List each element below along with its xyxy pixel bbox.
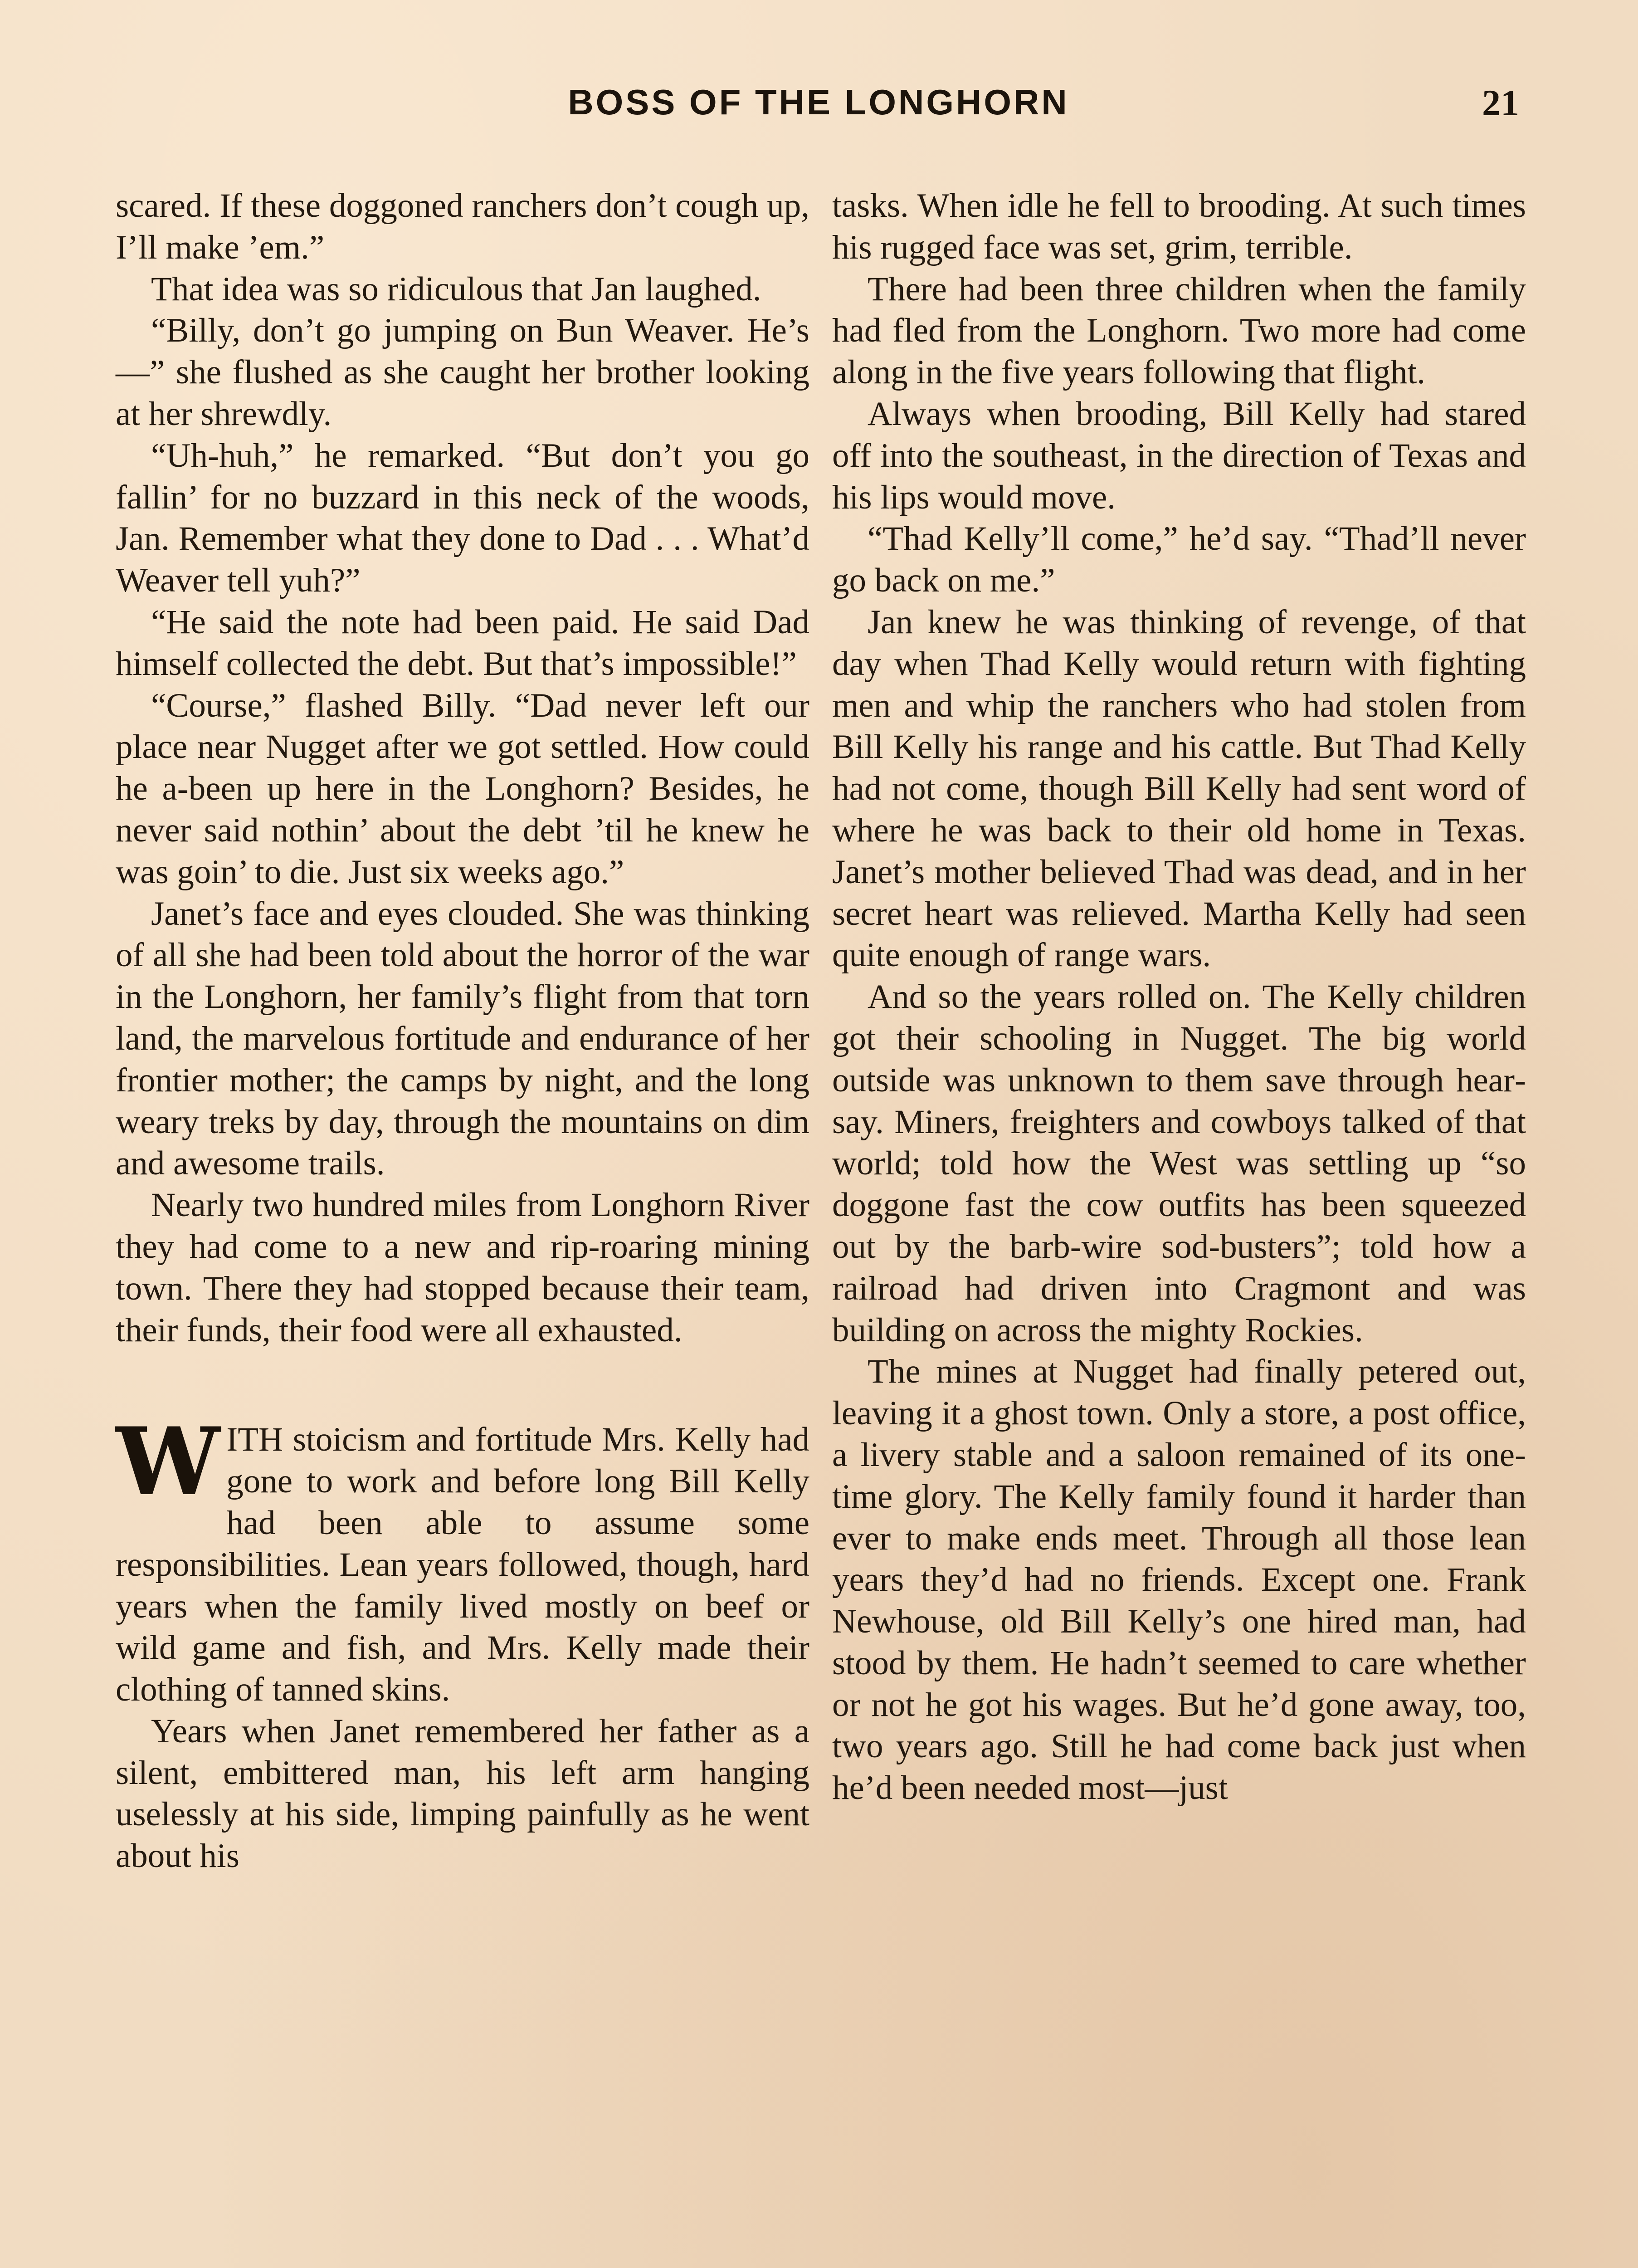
paragraph: “Thad Kelly’ll come,” he’d say. “Thad’ll never go back on me.” — [832, 520, 1526, 600]
page-number: 21 — [1482, 82, 1519, 123]
paragraph: There had been three children when the family had fled from the Longhorn. Two more had come along in the five years following that flight. — [832, 270, 1526, 391]
paragraph: Always when brooding, Bill Kelly had stared off into the southeast, in the direction of Texas and his lips would move. — [832, 395, 1526, 516]
right-column — [832, 185, 1526, 1809]
paragraph: scared. If these doggoned ranchers don’t cough up, I’ll make ’em.” — [116, 187, 809, 266]
running-title: BOSS OF THE LONGHORN — [568, 82, 1069, 122]
paragraph: Janet’s face and eyes clouded. She was thinking of all she had been told about the horror of the war in the Longhorn, her family’s flight from that torn land, the marvelous fortitude and endurance of her frontier mother; the camps by night, and the long weary treks by day, through the mountains on dim and awesome trails. — [116, 894, 809, 1183]
paragraph: The mines at Nugget had finally petered out, leaving it a ghost town. Only a store, a post office, a livery stable and a saloon remained of its one-time glory. The Kelly family found it harder than ever to make ends meet. Through all those lean years they’d had no friends. Except one. Frank Newhouse, old Bill Kelly’s one hired man, had stood by them. He hadn’t seemed to care whether or not he got his wages. But he’d gone away, too, two years ago. Still he had come back just when he’d been needed most—just — [832, 1353, 1526, 1807]
paragraph: “He said the note had been paid. He said Dad himself collected the debt. But that’s impossible!” — [116, 603, 809, 683]
section-paragraph-text: ITH stoicism and fortitude Mrs. Kelly had gone to work and before long Bill Kelly had been able to assume some responsibilities. Lean years followed, though, hard years when the family lived mostly on beef or wild game and fish, and Mrs. Kelly made their clothing of tanned skins. — [116, 1421, 809, 1709]
left-column — [116, 185, 809, 1877]
paragraph: tasks. When idle he fell to brooding. At such times his rugged face was set, grim, terrible. — [832, 187, 1526, 266]
running-head — [113, 82, 1524, 132]
paragraph: Nearly two hundred miles from Longhorn River they had come to a new and rip-roaring mining town. There they had stopped because their team, their funds, their food were all exhausted. — [116, 1186, 809, 1349]
drop-cap: W — [116, 1408, 220, 1517]
paragraph: Jan knew he was thinking of revenge, of that day when Thad Kelly would return with fighting men and whip the ranchers who had stolen from Bill Kelly his range and his cattle. But Thad Kelly had not come, though Bill Kelly had sent word of where he was back to their old home in Texas. Janet’s mother believed Thad was dead, and in her secret heart was relieved. Martha Kelly had seen quite enough of range wars. — [832, 603, 1526, 974]
paragraph: “Billy, don’t go jumping on Bun Weaver. He’s—” she flushed as she caught her brother looking at her shrewdly. — [116, 312, 809, 433]
paragraph: That idea was so ridiculous that Jan laughed. — [151, 270, 761, 308]
paragraph: And so the years rolled on. The Kelly children got their schooling in Nugget. The big world outside was unknown to them save through hearsay. Miners, freighters and cowboys talked of that world; told how the West was settling up “so doggone fast the cow outfits has been squeezed out by the barb-wire sod-busters”; told how a railroad had driven into Cragmont and was building on across the mighty Rockies. — [832, 978, 1526, 1349]
paragraph: “Course,” flashed Billy. “Dad never left our place near Nugget after we got settled. How could he a-been up here in the Longhorn? Besides, he never said nothin’ about the debt ’til he knew he was goin’ to die. Just six weeks ago.” — [116, 686, 809, 891]
paragraph: “Uh-huh,” he remarked. “But don’t you go fallin’ for no buzzard in this neck of the woods, Jan. Remember what they done to Dad . . . What’d Weaver tell yuh?” — [116, 436, 809, 600]
section-opening-paragraph — [116, 1408, 809, 1711]
paragraph: Years when Janet remembered her father as a silent, embittered man, his left arm hanging uselessly at his side, limping painfully as he went about his — [116, 1712, 809, 1875]
